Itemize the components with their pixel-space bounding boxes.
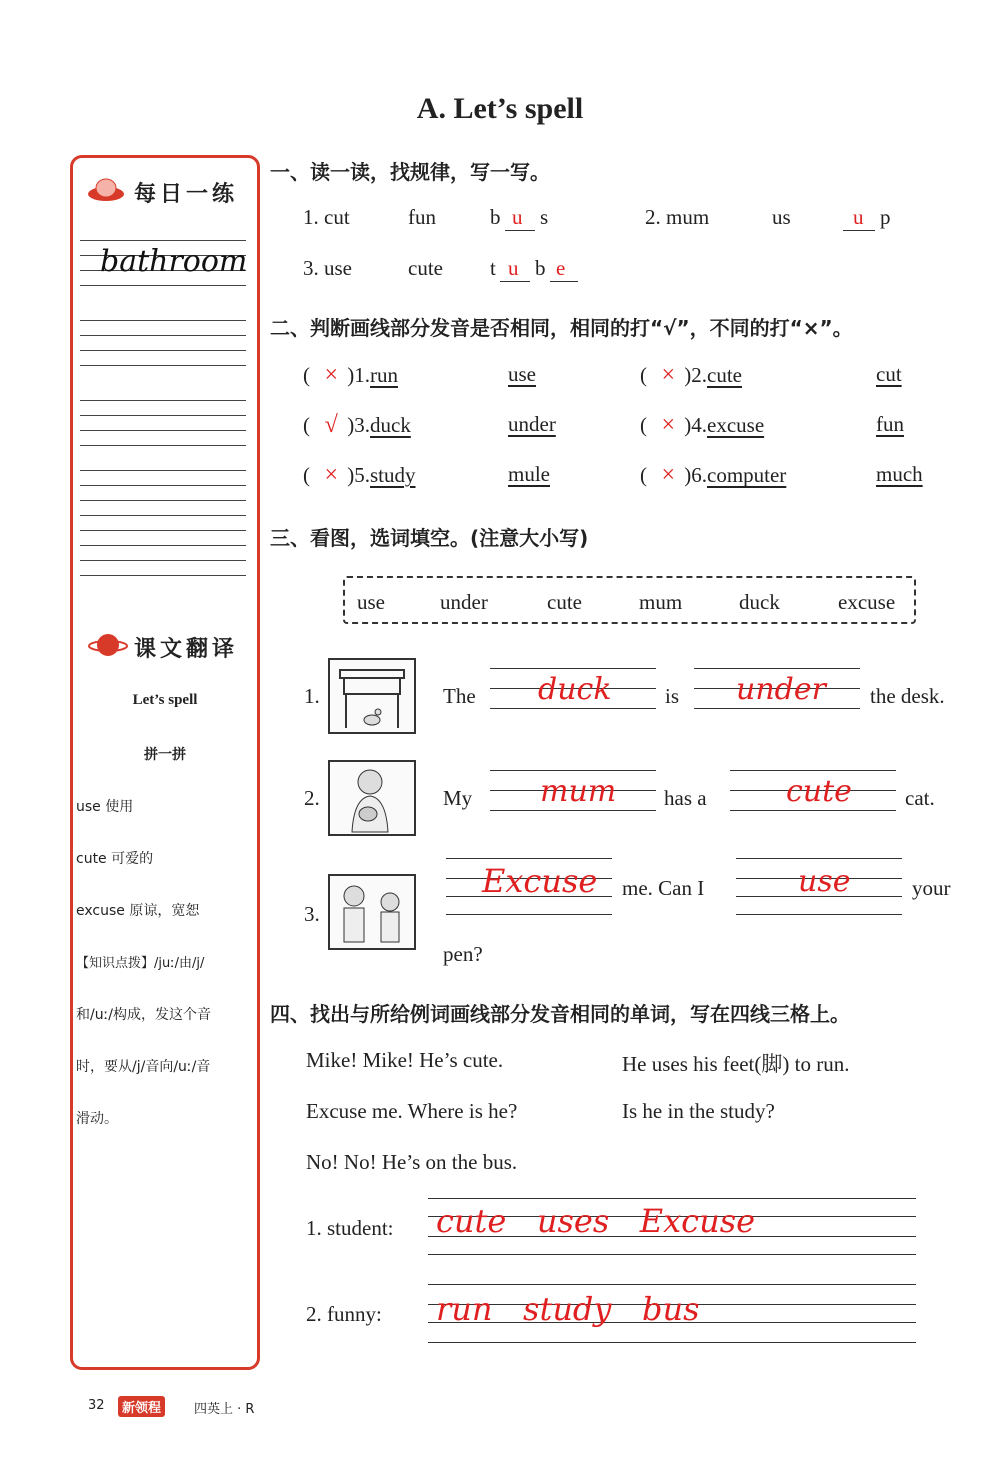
pinyipin-label: 拼一拼 [144, 747, 186, 763]
sentence-text: me. Can I [622, 876, 705, 900]
sentence-text: the desk. [870, 684, 945, 708]
two-kids-picture [328, 874, 416, 950]
word-bank-item: excuse [838, 590, 896, 614]
brand-badge: 新领程 [118, 1396, 165, 1417]
blank-line [428, 1254, 916, 1255]
blank-line [505, 230, 535, 231]
chant-line: Excuse me. Where is he? [306, 1099, 518, 1123]
vocab-item: use 使用 [76, 799, 134, 815]
blank-line [730, 770, 896, 771]
word-bank-item: use [357, 590, 385, 614]
compare-word: fun [876, 412, 904, 436]
chant-line: No! No! He’s on the bus. [306, 1150, 518, 1174]
answer-text: run study bus [436, 1290, 700, 1328]
word-bank-item: mum [639, 590, 683, 614]
word: p [880, 205, 891, 229]
blank-line [446, 858, 612, 859]
question-label: 2. funny: [306, 1302, 382, 1326]
tip-line: 时，要从/j/音向/uː/音 [76, 1059, 211, 1075]
sentence-text: has a [664, 786, 707, 810]
sentence-text: cat. [905, 786, 935, 810]
word: t [490, 256, 496, 280]
answer-text: mum [540, 774, 617, 809]
judge-item: ( × )6.computer [640, 462, 787, 488]
four-line-grid [80, 320, 246, 366]
four-line-grid [80, 470, 246, 516]
blank-line [550, 281, 578, 282]
word: b [535, 256, 546, 280]
word: fun [408, 205, 436, 229]
answer-letter: u [508, 256, 519, 280]
blank-line [736, 858, 902, 859]
book-label: 四英上 · R [194, 1402, 255, 1417]
compare-word: cut [876, 362, 902, 386]
answer-text: cute [786, 774, 852, 809]
lets-spell-label: Let’s spell [132, 692, 198, 708]
tip-line: 【知识点拨】/juː/由/j/ [76, 956, 205, 971]
ufo-icon [86, 172, 126, 212]
blank-line [428, 1198, 916, 1199]
word-bank-item: under [440, 590, 488, 614]
page-title: A. Let’s spell [416, 92, 584, 125]
blank-line [446, 914, 612, 915]
blank-line [500, 281, 530, 282]
daily-word: bathroom [100, 244, 248, 279]
sentence-text: My [443, 786, 473, 810]
word: 1. cut [303, 205, 350, 229]
word-bank-item: cute [547, 590, 582, 614]
word: s [540, 205, 549, 229]
compare-word: mule [508, 462, 550, 486]
blank-line [736, 914, 902, 915]
desk-duck-picture [328, 658, 416, 734]
word: 3. use [303, 256, 352, 280]
blank-line [490, 770, 656, 771]
answer-text: use [798, 864, 851, 899]
vocab-item: cute 可爱的 [76, 851, 154, 867]
word-bank-item: duck [739, 590, 780, 614]
daily-practice-heading: 每日一练 [134, 182, 239, 207]
item-number: 1. [304, 684, 320, 708]
answer-text: under [736, 672, 826, 707]
answer-text: duck [538, 672, 612, 707]
translation-heading: 课文翻译 [134, 637, 239, 662]
sentence-text: pen? [443, 942, 483, 966]
blank-line [490, 668, 656, 669]
blank-line [490, 708, 656, 709]
sentence-text: your [912, 876, 951, 900]
chant-line: Is he in the study? [622, 1099, 775, 1123]
four-line-grid [80, 530, 246, 576]
compare-word: under [508, 412, 556, 436]
sentence-text: is [665, 684, 680, 708]
sentence-text: The [443, 684, 476, 708]
part3-heading: 三、看图，选词填空。(注意大小写) [270, 526, 589, 550]
blank-line [694, 668, 860, 669]
mum-cat-picture [328, 760, 416, 836]
compare-word: much [876, 462, 923, 486]
item-number: 3. [304, 902, 320, 926]
four-line-grid [80, 400, 246, 446]
judge-item: ( × )1.run [303, 362, 398, 388]
tip-line: 和/uː/构成，发这个音 [76, 1007, 212, 1023]
answer-text: cute uses Excuse [436, 1202, 756, 1240]
judge-item: ( × )5.study [303, 462, 416, 488]
tip-line: 滑动。 [76, 1111, 118, 1127]
blank-line [490, 810, 656, 811]
judge-item: ( √ )3.duck [303, 412, 411, 438]
compare-word: use [508, 362, 536, 386]
planet-icon [88, 628, 128, 666]
vocab-item: excuse 原谅，宽恕 [76, 903, 200, 919]
item-number: 2. [304, 786, 320, 810]
word: 2. mum [645, 205, 710, 229]
question-label: 1. student: [306, 1216, 394, 1240]
word: cute [408, 256, 443, 280]
blank-line [730, 810, 896, 811]
blank-line [428, 1342, 916, 1343]
word-bank [343, 576, 916, 624]
chant-line: Mike! Mike! He’s cute. [306, 1048, 504, 1072]
blank-line [428, 1284, 916, 1285]
word: us [772, 205, 791, 229]
blank-line [694, 708, 860, 709]
answer-letter: e [556, 256, 566, 280]
chant-line: He uses his feet(脚) to run. [622, 1052, 850, 1076]
part2-heading: 二、判断画线部分发音是否相同，相同的打“√”，不同的打“×”。 [270, 316, 853, 340]
judge-item: ( × )2.cute [640, 362, 742, 388]
answer-letter: u [853, 205, 864, 229]
part1-heading: 一、读一读，找规律，写一写。 [270, 160, 550, 184]
page-number: 32 [88, 1398, 105, 1413]
blank-line [843, 230, 875, 231]
word: b [490, 205, 501, 229]
part4-heading: 四、找出与所给例词画线部分发音相同的单词，写在四线三格上。 [270, 1002, 850, 1026]
answer-text: Excuse [482, 862, 598, 900]
answer-letter: u [512, 205, 523, 229]
judge-item: ( × )4.excuse [640, 412, 765, 438]
